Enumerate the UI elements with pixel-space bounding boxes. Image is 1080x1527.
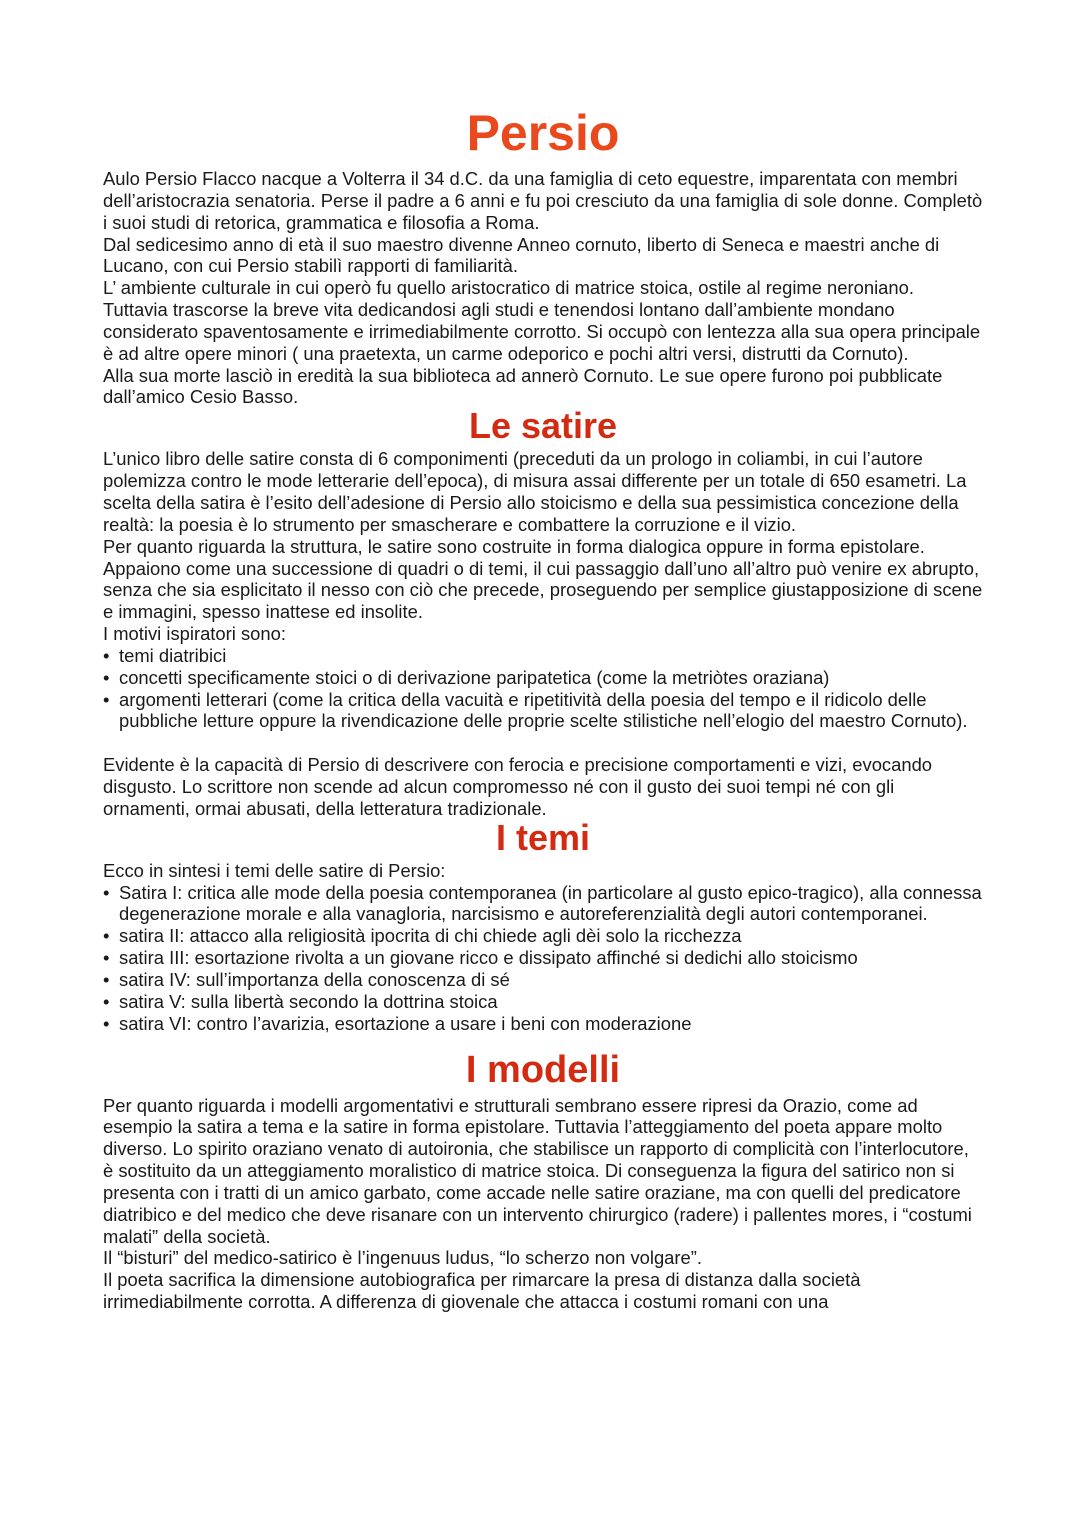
temi-list [103,882,983,1035]
paragraph: Evidente è la capacità di Persio di descrivere con ferocia e precisione comportamenti e vizi, evocando disgusto. Lo scrittore non scende ad alcun compromesso né con il gusto dei suoi tempi né con gli ornamenti, ormai abusati, della letteratura tradizionale. [103,754,933,819]
title-le-satire: Le satire [468,405,618,447]
list-item: • satira V: sulla libertà secondo la dottrina stoica [103,991,983,1013]
list-item: • Satira I: critica alle mode della poesia contemporanea (in particolare al gusto epico-tragico), alla connessa degenerazione morale e alla vanagloria, narcisismo e autoreferenzialità degli autori contemporanei. [103,882,983,926]
list-item: • satira VI: contro l’avarizia, esortazione a usare i beni con moderazione [103,1013,983,1035]
list-item: • satira IV: sull’importanza della conoscenza di sé [103,969,983,991]
list-item: • satira II: attacco alla religiosità ipocrita di chi chiede agli dèi solo la ricchezza [103,925,983,947]
paragraph: Il poeta sacrifica la dimensione autobiografica per rimarcare la presa di distanza dalla società irrimediabilmente corrotta. A differenza di giovenale che attacca i costumi romani con una [103,1269,861,1313]
paragraph: L’ ambiente culturale in cui operò fu quello aristocratico di matrice stoica, ostile al regime neroniano. Tuttavia trascorse la breve vita dedicandosi agli studi e tenendosi lontano dall’ambiente mondano considerato spaventosamente e irrimediabilmente corrotto. Si occupò con lentezza alla sua opera principale è ad altre opere minori ( una praetexta, un carme odeporico e pochi altri versi, distrutti da Cornuto). [103,277,981,364]
paragraph: Ecco in sintesi i temi delle satire di Persio: [103,859,446,881]
paragraph: L’unico libro delle satire consta di 6 componimenti (preceduti da un prologo in coliambi, in cui l’autore polemizza contro le mode letterarie dell’epoca), di misura assai differente per un totale di 650 esametri. La scelta della satira è l’esito dell’adesione di Persio allo stoicismo e della sua pessimistica concezione della realtà: la poesia è lo strumento per smascherare e combattere la corruzione e il vizio. [103,448,967,535]
list-item: • concetti specificamente stoici o di derivazione paripatetica (come la metriòtes oraziana) [103,667,983,689]
paragraph: I motivi ispiratori sono: [103,623,286,645]
title-i-modelli: I modelli [465,1048,621,1091]
list-item: • argomenti letterari (come la critica della vacuità e ripetitività della poesia del tempo e il ridicolo delle pubbliche letture oppure la rivendicazione delle proprie scelte stilistiche nell’elogio del maestro Cornuto). [103,689,983,733]
list-item: • temi diatribici [103,645,983,667]
paragraph: Per quanto riguarda i modelli argomentativi e strutturali sembrano essere ripresi da Orazio, come ad esempio la satira a tema e la satire in forma epistolare. Tuttavia l’atteggiamento del poeta appare molto diverso. Lo spirito oraziano venato di autoironia, che stabilisce un rapporto di complicità con l’interlocutore, è sostituito da un atteggiamento moralistico di matrice stoica. Di conseguenza la figura del satirico non si presenta con i tratti di un amico garbato, come accade nelle satire oraziane, ma con quelli del predicatore diatribico e del medico che deve risanare con un intervento chirurgico (radere) i pallentes mores, i “costumi malati” della società. [103,1094,972,1247]
title-i-temi: I temi [495,816,591,858]
paragraph: Dal sedicesimo anno di età il suo maestro divenne Anneo cornuto, liberto di Seneca e maestri anche di Lucano, con cui Persio stabilì rapporti di familiarità. [103,233,940,277]
motivi-list [103,645,983,732]
title-persio: Persio [466,105,620,161]
paragraph: Per quanto riguarda la struttura, le satire sono costruite in forma dialogica oppure in forma epistolare. Appaiono come una successione di quadri o di temi, il cui passaggio dall’uno all’altro può venire ex abrupto, senza che sia esplicitato il nesso con ciò che precede, proseguendo per semplice giustapposizione di scene e immagini, spesso inattese ed insolite. [103,535,983,623]
spacer [103,732,983,754]
paragraph: Il “bisturi” del medico-satirico è l’ingenuus ludus, “lo scherzo non volgare”. [103,1247,702,1269]
document-page [103,105,983,1313]
list-item: • satira III: esortazione rivolta a un giovane ricco e dissipato affinché si dedichi allo stoicismo [103,947,983,969]
paragraph: Alla sua morte lasciò in eredità la sua biblioteca ad annerò Cornuto. Le sue opere furono poi pubblicate dall’amico Cesio Basso. [103,364,943,408]
paragraph: Aulo Persio Flacco nacque a Volterra il 34 d.C. da una famiglia di ceto equestre, imparentata con membri dell’aristocrazia senatoria. Perse il padre a 6 anni e fu poi cresciuto da una famiglia di sole donne. Completò i suoi studi di retorica, grammatica e filosofia a Roma. [103,168,983,233]
